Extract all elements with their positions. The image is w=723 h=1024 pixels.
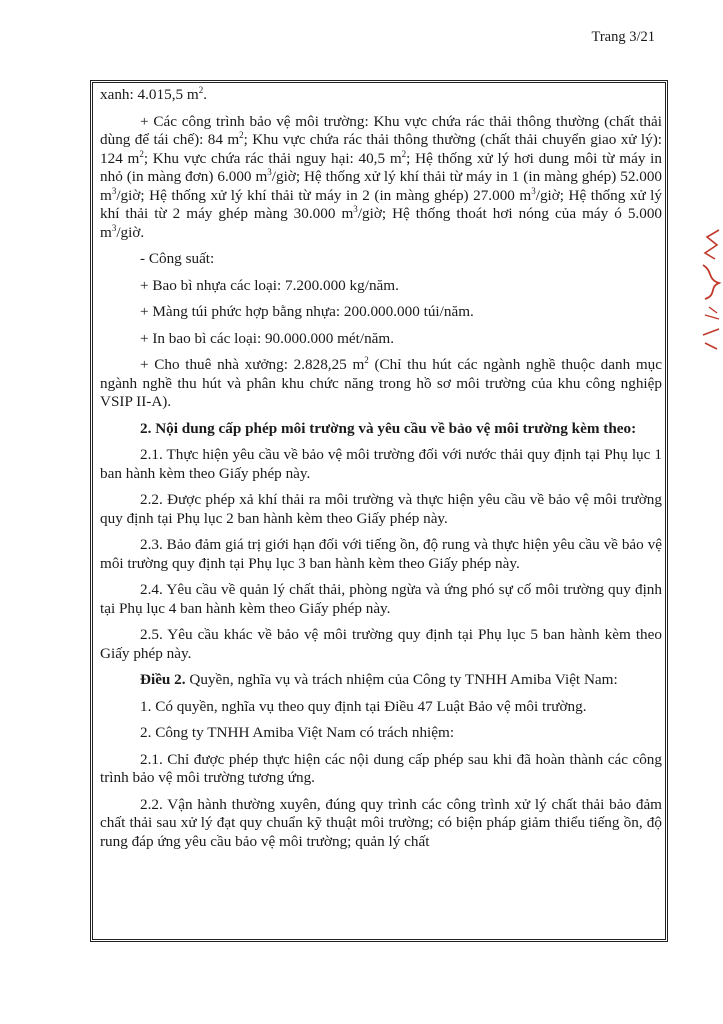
paragraph-text: 2. Nội dung cấp phép môi trường và yêu cầu về bảo vệ môi trường kèm theo: [140,419,637,437]
paragraph-text: 2.1. Chỉ được phép thực hiện các nội dung cấp phép sau khi đã hoàn thành các công trình bảo vệ môi trường tương ứng. [100,750,662,786]
document-body [100,86,662,859]
paragraph [100,796,662,852]
paragraph-text: 2.1. Thực hiện yêu cầu về bảo vệ môi trường đối với nước thải quy định tại Phụ lục 1 ban hành kèm theo Giấy phép này. [100,446,662,482]
paragraph-text: 2.2. Vận hành thường xuyên, đúng quy trình các công trình xử lý chất thải bảo đảm chất thải sau xử lý đạt quy chuẩn kỹ thuật môi trường; có biện pháp giảm thiểu tiếng ồn, độ rung đáp ứng yêu cầu bảo vệ môi trường; quản lý chất [100,795,662,850]
paragraph [100,724,662,743]
paragraph-text: xanh: 4.015,5 $m^2$. [100,84,208,103]
paragraph [100,113,662,243]
paragraph-text: 2.3. Bảo đảm giá trị giới hạn đối với tiếng ồn, độ rung và thực hiện yêu cầu về bảo vệ môi trường quy định tại Phụ lục 3 ban hành kèm theo Giấy phép này. [100,536,662,572]
paragraph [100,671,662,690]
paragraph-text: 2.5. Yêu cầu khác về bảo vệ môi trường quy định tại Phụ lục 5 ban hành kèm theo Giấy phép này. [100,626,662,662]
paragraph [100,581,662,618]
paragraph [100,626,662,663]
paragraph-text: 2.2. Được phép xả khí thải ra môi trường và thực hiện yêu cầu về bảo vệ môi trường quy định tại Phụ lục 2 ban hành kèm theo Giấy phép này. [100,491,662,527]
paragraph-text: Quyền, nghĩa vụ và trách nhiệm của Công ty TNHH Amiba Việt Nam: [185,671,618,688]
paragraph [100,698,662,717]
paragraph-text: 2. Công ty TNHH Amiba Việt Nam có trách nhiệm: [140,724,455,741]
paragraph [100,277,662,296]
paragraph-text: - Công suất: [140,250,215,267]
paragraph [100,330,662,349]
paragraph-text: + Cho thuê nhà xưởng: 2.828,25 $m^2$ (Chỉ thu hút các ngành nghề thuộc danh mục ngành nghề thu hút và phân khu chức năng trong hồ sơ môi trường của khu công nghiệp VSIP II-A). [100,354,662,410]
paragraph-text: 1. Có quyền, nghĩa vụ theo quy định tại Điều 47 Luật Bảo vệ môi trường. [140,697,587,715]
paragraph-text: + In bao bì các loại: 90.000.000 mét/năm. [140,329,395,347]
paragraph [100,86,662,105]
paragraph [100,751,662,788]
paragraph-text: + Bao bì nhựa các loại: 7.200.000 kg/năm. [140,276,399,294]
paragraph-text: + Màng túi phức hợp bằng nhựa: 200.000.000 túi/năm. [140,303,474,320]
paragraph-text: + Các công trình bảo vệ môi trường: Khu vực chứa rác thải thông thường (chất thải dùng để tái chế): 84 $m^2$; Khu vực chứa rác thải thông thường (chất thải chuyển giao xử lý): 124 $m^2$; Khu vực chứa rác thải nguy hại: 40,5 $m^2$; Hệ thống xử lý hơi dung môi từ máy in nhỏ (in màng đơn) 6.000 $m^3$/giờ; Hệ thống xử lý khí thải từ máy in 1 (in màng ghép) 52.000 $m^3$/giờ; Hệ thống xử lý khí thải từ máy in 2 (in màng ghép) 27.000 $m^3$/giờ; Hệ thống xử lý khí thải từ 2 máy ghép màng 30.000 $m^3$/giờ; Hệ thống thoát hơi nóng của máy ó 5.000 $m^3$/giờ. [100,112,663,241]
paragraph [100,536,662,573]
paragraph [100,491,662,528]
paragraph [100,420,662,439]
paragraph [100,250,662,269]
paragraph [100,303,662,322]
page-number: Trang 3/21 [591,29,655,45]
red-stamp-mark [699,225,723,355]
paragraph-text: 2.4. Yêu cầu về quản lý chất thải, phòng ngừa và ứng phó sự cố môi trường quy định tại Phụ lục 4 ban hành kèm theo Giấy phép này. [100,581,662,617]
paragraph [100,356,662,412]
article-heading: Điều 2. [140,671,186,688]
paragraph [100,446,662,483]
